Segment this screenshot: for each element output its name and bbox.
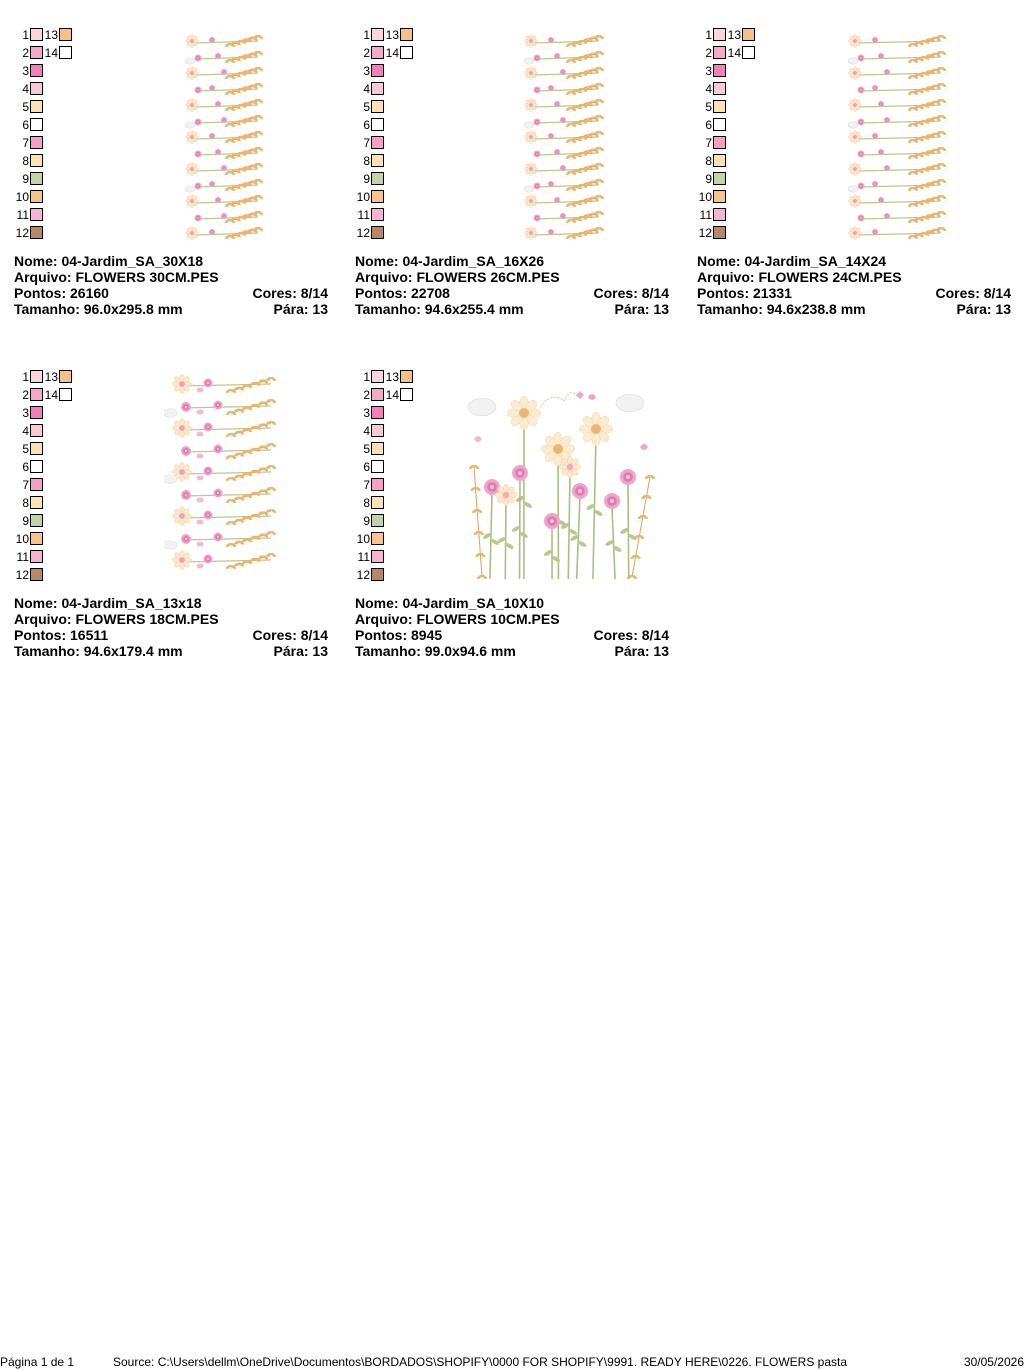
thread-number: 9: [22, 172, 29, 186]
stop-count: Pára: 13: [273, 643, 328, 659]
thread-number: 7: [705, 136, 712, 150]
palette-row: [355, 153, 425, 171]
palette-row: [14, 153, 84, 171]
palette-row: [14, 99, 84, 117]
thread-number: 11: [16, 208, 29, 222]
palette-row: [14, 117, 84, 135]
palette-row: [14, 369, 84, 387]
palette-row: [697, 27, 767, 45]
color-swatch: [30, 406, 43, 419]
thread-number: 13: [44, 28, 58, 42]
palette-row: [355, 531, 425, 549]
design-card: [355, 27, 675, 337]
thread-number: 3: [22, 64, 29, 78]
color-swatch: [371, 226, 384, 239]
palette-row: [14, 63, 84, 81]
embroidery-preview: [847, 31, 947, 249]
thread-number: 8: [363, 496, 370, 510]
color-count: Cores: 8/14: [593, 627, 669, 643]
design-info: [355, 595, 669, 659]
palette-row: [14, 513, 84, 531]
palette-row: [697, 63, 767, 81]
color-swatch: [30, 28, 43, 41]
thread-number: 1: [363, 370, 370, 384]
thread-number: 9: [363, 514, 370, 528]
thread-number: 12: [15, 568, 29, 582]
thread-number: 10: [15, 532, 29, 546]
color-swatch: [713, 172, 726, 185]
thread-number: 3: [363, 64, 370, 78]
thread-number: 14: [727, 46, 741, 60]
color-swatch: [713, 64, 726, 77]
palette-row: [355, 477, 425, 495]
print-date: 30/05/2026: [963, 1355, 1024, 1369]
color-swatch: [30, 190, 43, 203]
thread-number: 5: [22, 100, 29, 114]
design-info: [355, 253, 669, 317]
palette-row: [355, 549, 425, 567]
stitch-count: Pontos: 16511: [14, 627, 109, 643]
thread-number: 7: [22, 136, 29, 150]
stitch-count: Pontos: 22708: [355, 285, 450, 301]
color-swatch: [30, 118, 43, 131]
palette-row: [14, 495, 84, 513]
color-count: Cores: 8/14: [935, 285, 1011, 301]
thread-number: 14: [385, 388, 399, 402]
thread-number: 6: [705, 118, 712, 132]
palette-row: [355, 27, 425, 45]
color-swatch: [371, 154, 384, 167]
color-swatch: [713, 82, 726, 95]
palette-row: [697, 45, 767, 63]
color-swatch: [30, 550, 43, 563]
palette-row: [355, 189, 425, 207]
design-card: [697, 27, 1017, 337]
color-swatch: [371, 28, 384, 41]
stitch-count: Pontos: 21331: [697, 285, 792, 301]
color-swatch: [30, 532, 43, 545]
design-file: Arquivo: FLOWERS 30CM.PES: [14, 269, 219, 285]
thread-number: 1: [22, 28, 29, 42]
palette-row: [697, 135, 767, 153]
palette-row: [697, 99, 767, 117]
color-swatch: [371, 136, 384, 149]
color-swatch: [371, 442, 384, 455]
color-swatch: [371, 82, 384, 95]
palette-row: [14, 567, 84, 585]
thread-number: 12: [698, 226, 712, 240]
palette-row: [355, 405, 425, 423]
palette-row: [697, 171, 767, 189]
color-swatch: [30, 82, 43, 95]
page-footer: [0, 1354, 1024, 1370]
palette-row: [14, 81, 84, 99]
thread-number: 6: [363, 118, 370, 132]
color-swatch: [713, 28, 726, 41]
color-swatch: [30, 424, 43, 437]
palette-row: [355, 99, 425, 117]
stitch-count: Pontos: 8945: [355, 627, 443, 643]
palette-row: [697, 225, 767, 243]
color-swatch: [371, 550, 384, 563]
color-swatch: [371, 406, 384, 419]
color-swatch: [713, 208, 726, 221]
palette-row: [14, 189, 84, 207]
source-path: Source: C:\Users\dellm\OneDrive\Documentos\BORDADOS\SHOPIFY\0000 FOR SHOPIFY\9991. READY HERE\0226. FLOWERS pasta: [113, 1355, 848, 1369]
color-swatch: [30, 172, 43, 185]
color-swatch: [371, 190, 384, 203]
thread-number: 8: [22, 154, 29, 168]
color-swatch: [371, 64, 384, 77]
color-swatch: [30, 478, 43, 491]
thread-number: 2: [363, 388, 370, 402]
thread-number: 14: [44, 388, 58, 402]
thread-number: 12: [15, 226, 29, 240]
palette-row: [697, 189, 767, 207]
thread-number: 4: [363, 424, 370, 438]
color-swatch: [30, 460, 43, 473]
thread-number: 3: [705, 64, 712, 78]
color-swatch: [742, 28, 755, 41]
color-count: Cores: 8/14: [593, 285, 669, 301]
thread-number: 13: [385, 370, 399, 384]
palette-row: [14, 207, 84, 225]
palette-row: [14, 459, 84, 477]
thread-number: 3: [22, 406, 29, 420]
thread-number: 4: [22, 424, 29, 438]
color-swatch: [713, 118, 726, 131]
thread-number: 6: [22, 118, 29, 132]
color-swatch: [30, 226, 43, 239]
color-swatch: [30, 442, 43, 455]
palette-row: [14, 405, 84, 423]
design-name: Nome: 04-Jardim_SA_10X10: [355, 595, 545, 611]
color-swatch: [713, 154, 726, 167]
design-name: Nome: 04-Jardim_SA_13x18: [14, 595, 202, 611]
thread-number: 14: [44, 46, 58, 60]
palette-row: [14, 423, 84, 441]
design-info: [14, 253, 328, 317]
thread-number: 8: [363, 154, 370, 168]
thread-number: 5: [363, 442, 370, 456]
design-size: Tamanho: 94.6x179.4 mm: [14, 643, 183, 659]
color-swatch: [713, 46, 726, 59]
design-name: Nome: 04-Jardim_SA_16X26: [355, 253, 545, 269]
design-size: Tamanho: 96.0x295.8 mm: [14, 301, 183, 317]
thread-number: 5: [705, 100, 712, 114]
palette-row: [355, 81, 425, 99]
palette-row: [355, 45, 425, 63]
thread-number: 1: [705, 28, 712, 42]
color-swatch: [400, 46, 413, 59]
design-info: [14, 595, 328, 659]
palette-row: [355, 225, 425, 243]
color-swatch: [59, 388, 72, 401]
design-name: Nome: 04-Jardim_SA_30X18: [14, 253, 204, 269]
thread-number: 7: [363, 136, 370, 150]
palette-row: [355, 513, 425, 531]
color-swatch: [371, 46, 384, 59]
color-swatch: [713, 100, 726, 113]
thread-number: 14: [385, 46, 399, 60]
palette-row: [14, 171, 84, 189]
color-swatch: [371, 172, 384, 185]
thread-number: 2: [363, 46, 370, 60]
thread-number: 10: [356, 532, 370, 546]
color-swatch: [30, 388, 43, 401]
color-swatch: [371, 514, 384, 527]
design-file: Arquivo: FLOWERS 10CM.PES: [355, 611, 560, 627]
palette-row: [14, 225, 84, 243]
color-swatch: [371, 532, 384, 545]
palette-row: [14, 27, 84, 45]
page-number: Página 1 de 1: [0, 1355, 75, 1369]
color-swatch: [30, 100, 43, 113]
color-swatch: [371, 370, 384, 383]
palette-row: [14, 45, 84, 63]
color-swatch: [371, 424, 384, 437]
thread-number: 6: [22, 460, 29, 474]
design-file: Arquivo: FLOWERS 18CM.PES: [14, 611, 219, 627]
palette-row: [697, 117, 767, 135]
thread-number: 12: [356, 568, 370, 582]
design-card: [355, 369, 675, 679]
stop-count: Pára: 13: [614, 301, 669, 317]
palette-row: [355, 63, 425, 81]
embroidery-preview: [460, 377, 660, 583]
color-swatch: [400, 370, 413, 383]
embroidery-preview: [523, 31, 605, 249]
color-swatch: [30, 370, 43, 383]
palette-row: [697, 81, 767, 99]
palette-row: [355, 423, 425, 441]
color-swatch: [30, 496, 43, 509]
thread-number: 9: [705, 172, 712, 186]
palette-row: [14, 477, 84, 495]
design-name: Nome: 04-Jardim_SA_14X24: [697, 253, 887, 269]
thread-number: 11: [357, 550, 370, 564]
thread-number: 12: [356, 226, 370, 240]
palette-row: [355, 459, 425, 477]
color-swatch: [30, 208, 43, 221]
color-swatch: [371, 388, 384, 401]
palette-row: [355, 441, 425, 459]
palette-row: [355, 369, 425, 387]
palette-row: [355, 207, 425, 225]
thread-number: 5: [363, 100, 370, 114]
color-swatch: [713, 226, 726, 239]
color-swatch: [30, 64, 43, 77]
embroidery-preview: [184, 31, 264, 249]
thread-number: 13: [385, 28, 399, 42]
color-swatch: [742, 46, 755, 59]
color-swatch: [713, 136, 726, 149]
palette-row: [355, 387, 425, 405]
color-swatch: [30, 46, 43, 59]
color-swatch: [713, 190, 726, 203]
thread-number: 11: [357, 208, 370, 222]
thread-number: 6: [363, 460, 370, 474]
color-swatch: [371, 478, 384, 491]
thread-number: 11: [699, 208, 712, 222]
design-file: Arquivo: FLOWERS 26CM.PES: [355, 269, 560, 285]
embroidery-preview: [164, 373, 279, 585]
color-count: Cores: 8/14: [252, 285, 328, 301]
stop-count: Pára: 13: [614, 643, 669, 659]
thread-number: 2: [705, 46, 712, 60]
thread-number: 13: [727, 28, 741, 42]
color-swatch: [59, 28, 72, 41]
color-swatch: [371, 100, 384, 113]
stitch-count: Pontos: 26160: [14, 285, 109, 301]
thread-number: 3: [363, 406, 370, 420]
design-card: [14, 27, 334, 337]
design-file: Arquivo: FLOWERS 24CM.PES: [697, 269, 902, 285]
color-swatch: [371, 460, 384, 473]
palette-row: [355, 135, 425, 153]
thread-number: 2: [22, 46, 29, 60]
color-swatch: [371, 496, 384, 509]
thread-number: 9: [363, 172, 370, 186]
palette-row: [14, 387, 84, 405]
palette-row: [14, 135, 84, 153]
thread-number: 9: [22, 514, 29, 528]
palette-row: [355, 117, 425, 135]
color-swatch: [400, 28, 413, 41]
palette-row: [697, 207, 767, 225]
thread-number: 7: [22, 478, 29, 492]
color-swatch: [30, 136, 43, 149]
thread-number: 10: [698, 190, 712, 204]
palette-row: [355, 171, 425, 189]
thread-number: 4: [705, 82, 712, 96]
design-info: [697, 253, 1011, 317]
color-swatch: [59, 46, 72, 59]
thread-number: 1: [363, 28, 370, 42]
color-swatch: [30, 154, 43, 167]
thread-number: 4: [22, 82, 29, 96]
thread-number: 4: [363, 82, 370, 96]
design-card: [14, 369, 334, 679]
stop-count: Pára: 13: [273, 301, 328, 317]
color-count: Cores: 8/14: [252, 627, 328, 643]
color-swatch: [400, 388, 413, 401]
stop-count: Pára: 13: [956, 301, 1011, 317]
palette-row: [14, 531, 84, 549]
palette-row: [697, 153, 767, 171]
thread-number: 7: [363, 478, 370, 492]
design-size: Tamanho: 94.6x238.8 mm: [697, 301, 866, 317]
thread-number: 13: [44, 370, 58, 384]
color-swatch: [59, 370, 72, 383]
thread-number: 11: [16, 550, 29, 564]
color-swatch: [30, 568, 43, 581]
thread-number: 8: [705, 154, 712, 168]
color-swatch: [371, 568, 384, 581]
palette-row: [14, 441, 84, 459]
color-swatch: [371, 208, 384, 221]
design-size: Tamanho: 94.6x255.4 mm: [355, 301, 524, 317]
color-swatch: [371, 118, 384, 131]
color-swatch: [30, 514, 43, 527]
thread-number: 8: [22, 496, 29, 510]
thread-number: 10: [15, 190, 29, 204]
palette-row: [14, 549, 84, 567]
palette-row: [355, 567, 425, 585]
design-size: Tamanho: 99.0x94.6 mm: [355, 643, 516, 659]
thread-number: 1: [22, 370, 29, 384]
thread-number: 10: [356, 190, 370, 204]
thread-number: 5: [22, 442, 29, 456]
palette-row: [355, 495, 425, 513]
thread-number: 2: [22, 388, 29, 402]
